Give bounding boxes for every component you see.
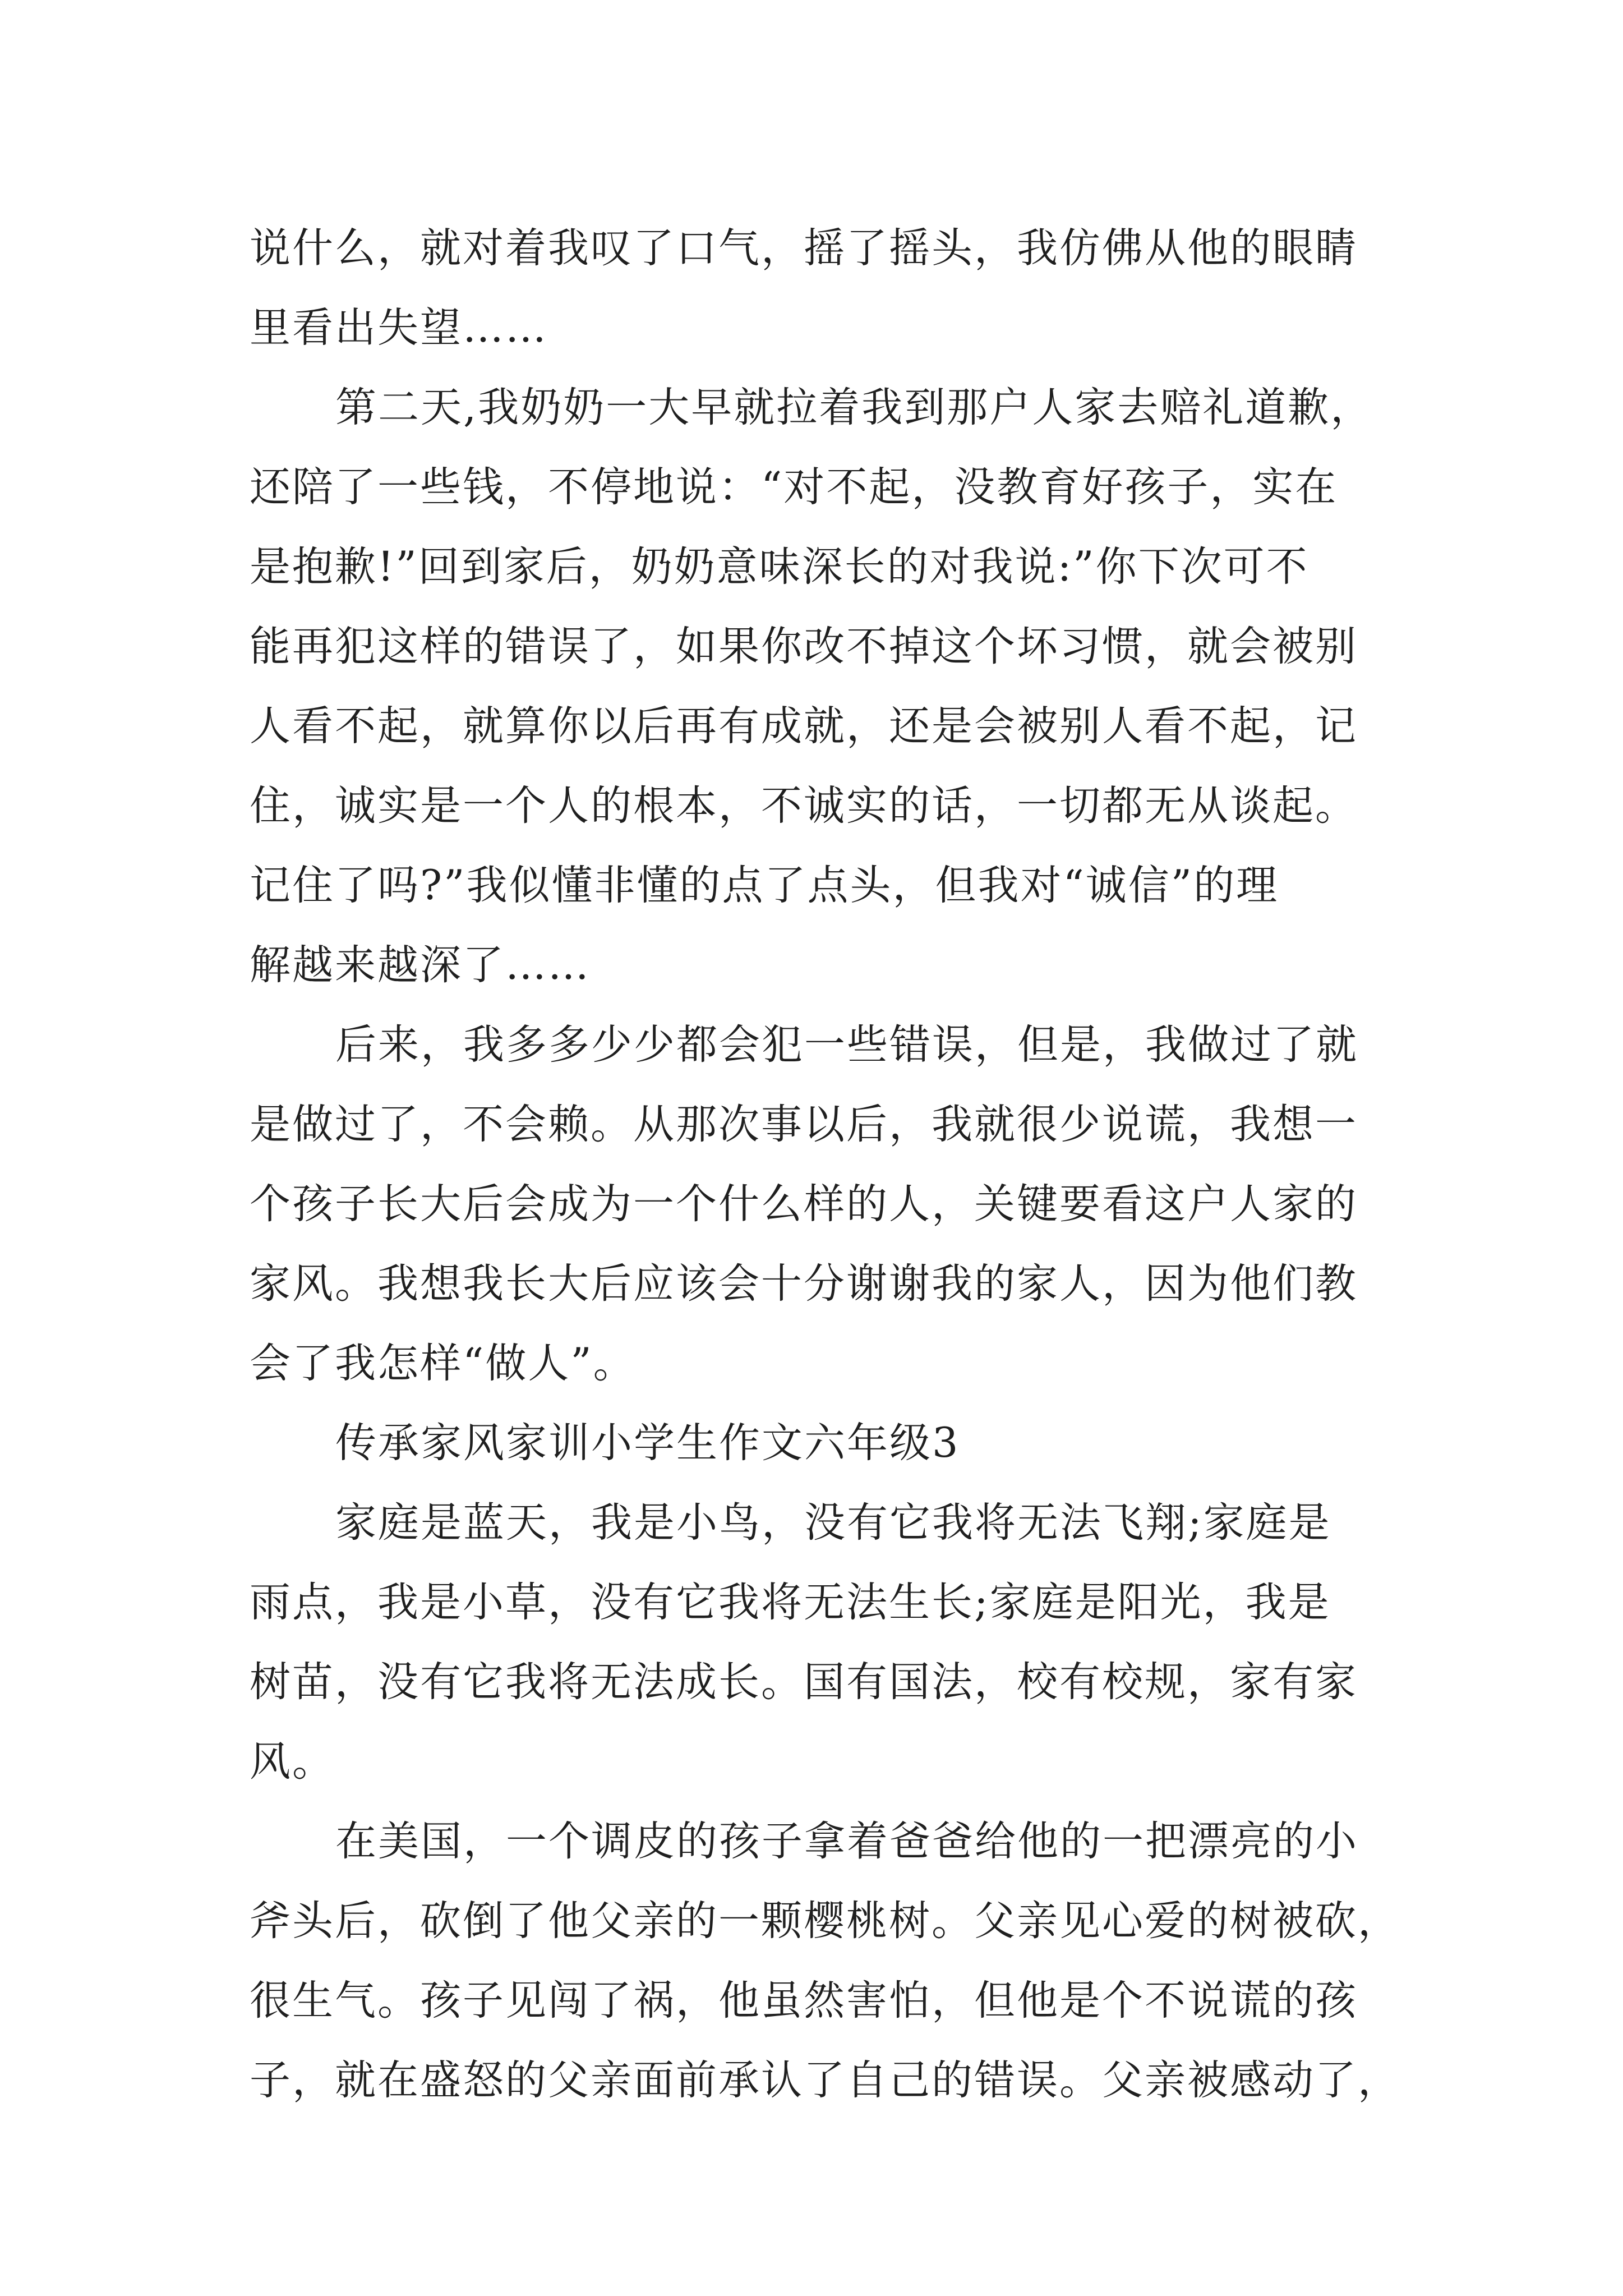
text-line: 风。: [250, 1738, 335, 1786]
text-line: 人看不起，就算你以后再有成就，还是会被别人看不起，记: [250, 702, 1358, 750]
text-line: 子，就在盛怒的父亲面前承认了自己的错误。父亲被感动了，: [250, 2056, 1400, 2104]
text-line: 雨点，我是小草，没有它我将无法生长;家庭是阳光，我是: [250, 1579, 1331, 1626]
text-line: 还陪了一些钱，不停地说：“对不起，没教育好孩子，实在: [250, 463, 1338, 511]
text-line: 里看出失望……: [250, 304, 548, 352]
text-line: 家风。我想我长大后应该会十分谢谢我的家人，因为他们教: [250, 1260, 1358, 1308]
text-line: 是抱歉!”回到家后，奶奶意味深长的对我说:”你下次可不: [250, 543, 1309, 591]
paragraph-start-line: 家庭是蓝天，我是小鸟，没有它我将无法飞翔;家庭是: [335, 1499, 1331, 1547]
text-line: 说什么，就对着我叹了口气，摇了摇头，我仿佛从他的眼睛: [250, 224, 1358, 272]
section-heading: 传承家风家训小学生作文六年级3: [335, 1419, 960, 1467]
paragraph-start-line: 在美国，一个调皮的孩子拿着爸爸给他的一把漂亮的小: [335, 1818, 1358, 1865]
text-line: 会了我怎样“做人”。: [250, 1340, 636, 1387]
text-line: 能再犯这样的错误了，如果你改不掉这个坏习惯，就会被别: [250, 623, 1358, 670]
text-line: 斧头后，砍倒了他父亲的一颗樱桃树。父亲见心爱的树被砍，: [250, 1897, 1400, 1945]
paragraph-start-line: 第二天,我奶奶一大早就拉着我到那户人家去赔礼道歉，: [335, 384, 1373, 431]
text-line: 记住了吗?”我似懂非懂的点了点头，但我对“诚信”的理: [250, 862, 1279, 909]
text-line: 很生气。孩子见闯了祸，他虽然害怕，但他是个不说谎的孩: [250, 1977, 1358, 2024]
paragraph-start-line: 后来，我多多少少都会犯一些错误，但是，我做过了就: [335, 1021, 1358, 1069]
text-line: 树苗，没有它我将无法成长。国有国法，校有校规，家有家: [250, 1658, 1358, 1706]
text-line: 解越来越深了……: [250, 941, 591, 989]
text-line: 是做过了，不会赖。从那次事以后，我就很少说谎，我想一: [250, 1101, 1358, 1148]
document-body: [250, 209, 1438, 2120]
text-line: 个孩子长大后会成为一个什么样的人，关键要看这户人家的: [250, 1180, 1358, 1228]
text-line: 住，诚实是一个人的根本，不诚实的话，一切都无从谈起。: [250, 782, 1358, 830]
